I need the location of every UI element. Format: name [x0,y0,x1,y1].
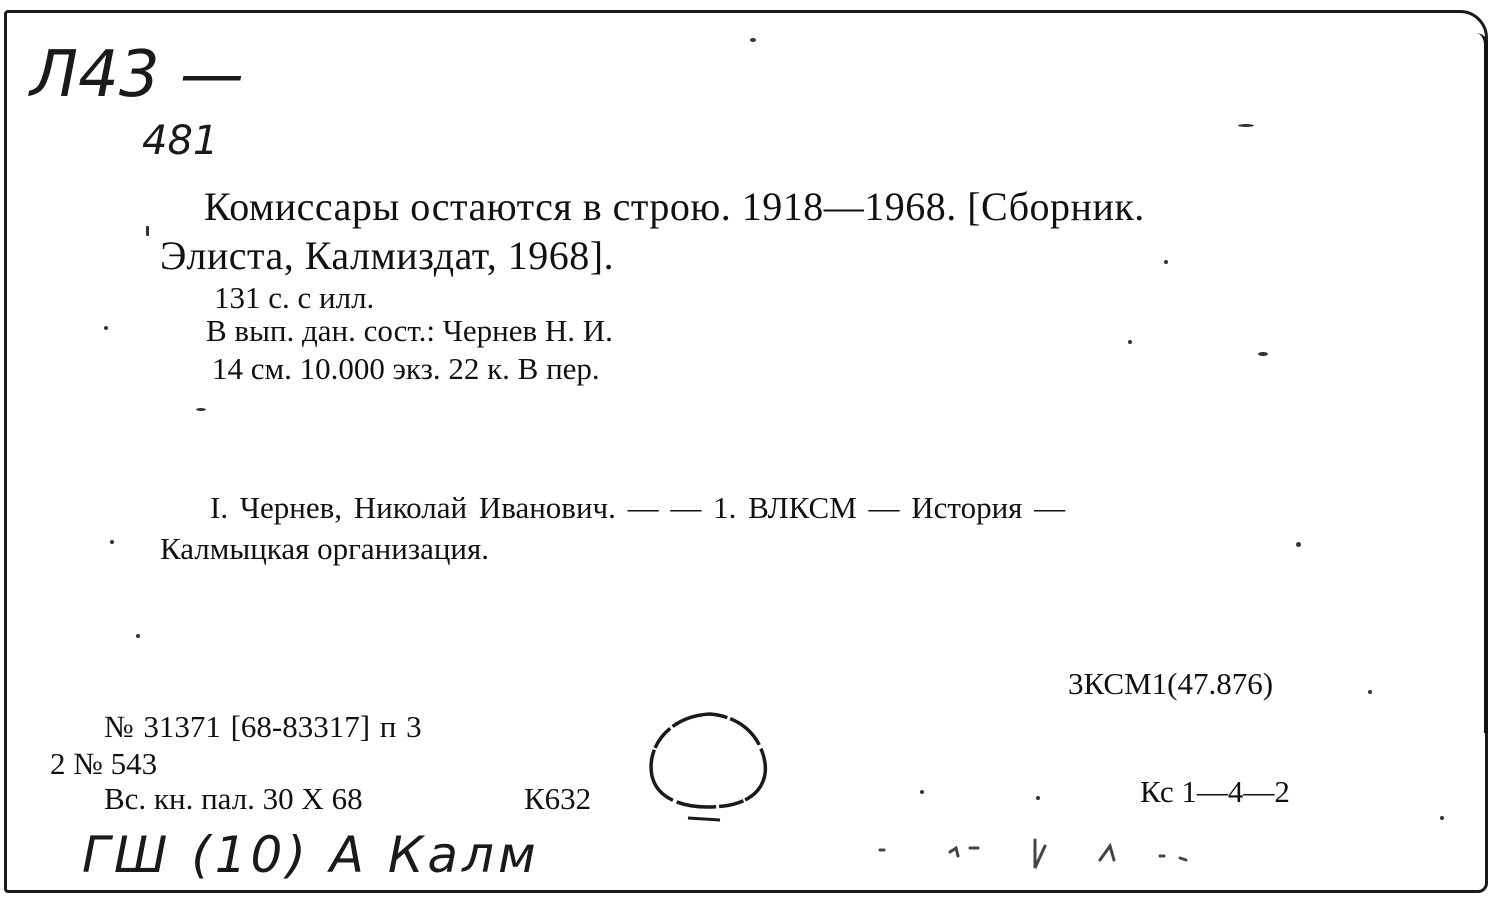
speck [1128,340,1132,344]
speck [1164,260,1168,264]
speck [920,790,924,794]
speck [136,634,140,638]
record-number: № 31371 [68-83317] п 3 [104,709,422,744]
tracing-line-2: Калмыцкая организация. [160,531,490,566]
price-code: Кс 1—4—2 [1140,774,1290,809]
record-number-2: 2 № 543 [50,746,158,781]
call-number-top: Л43 — [30,38,244,112]
speck [104,326,108,330]
compiler-info: В вып. дан. сост.: Чернев Н. И. [206,313,613,348]
internal-code: К632 [524,781,592,816]
call-number-bottom: 481 [142,118,219,164]
oval-stamp-mark [640,706,780,830]
speck [110,540,114,544]
speck [1440,816,1444,820]
format-info: 14 см. 10.000 экз. 22 к. В пер. [212,351,600,386]
speck [1258,352,1268,356]
title-line-2: Элиста, Калмиздат, 1968]. [160,233,615,278]
speck [1238,124,1254,127]
title-line-1: Комиссары остаются в строю. 1918—1968. [Сборник. [204,184,1145,229]
speck [1368,690,1372,694]
tracing-line-1: I. Чернев, Николай Иванович. — — 1. ВЛКСМ — История — [210,490,1066,525]
handwritten-note: ГШ (10) А Калм [82,826,540,884]
speck [146,226,149,236]
speck [1036,796,1040,800]
speck [750,38,756,42]
speck [196,408,206,411]
faint-scribble [860,830,1200,880]
speck [1296,542,1301,547]
classification-code: 3КСМ1(47.876) [1068,666,1274,701]
printing-info: Вс. кн. пал. 30 X 68 [104,781,363,816]
pages-info: 131 с. с илл. [214,280,375,315]
